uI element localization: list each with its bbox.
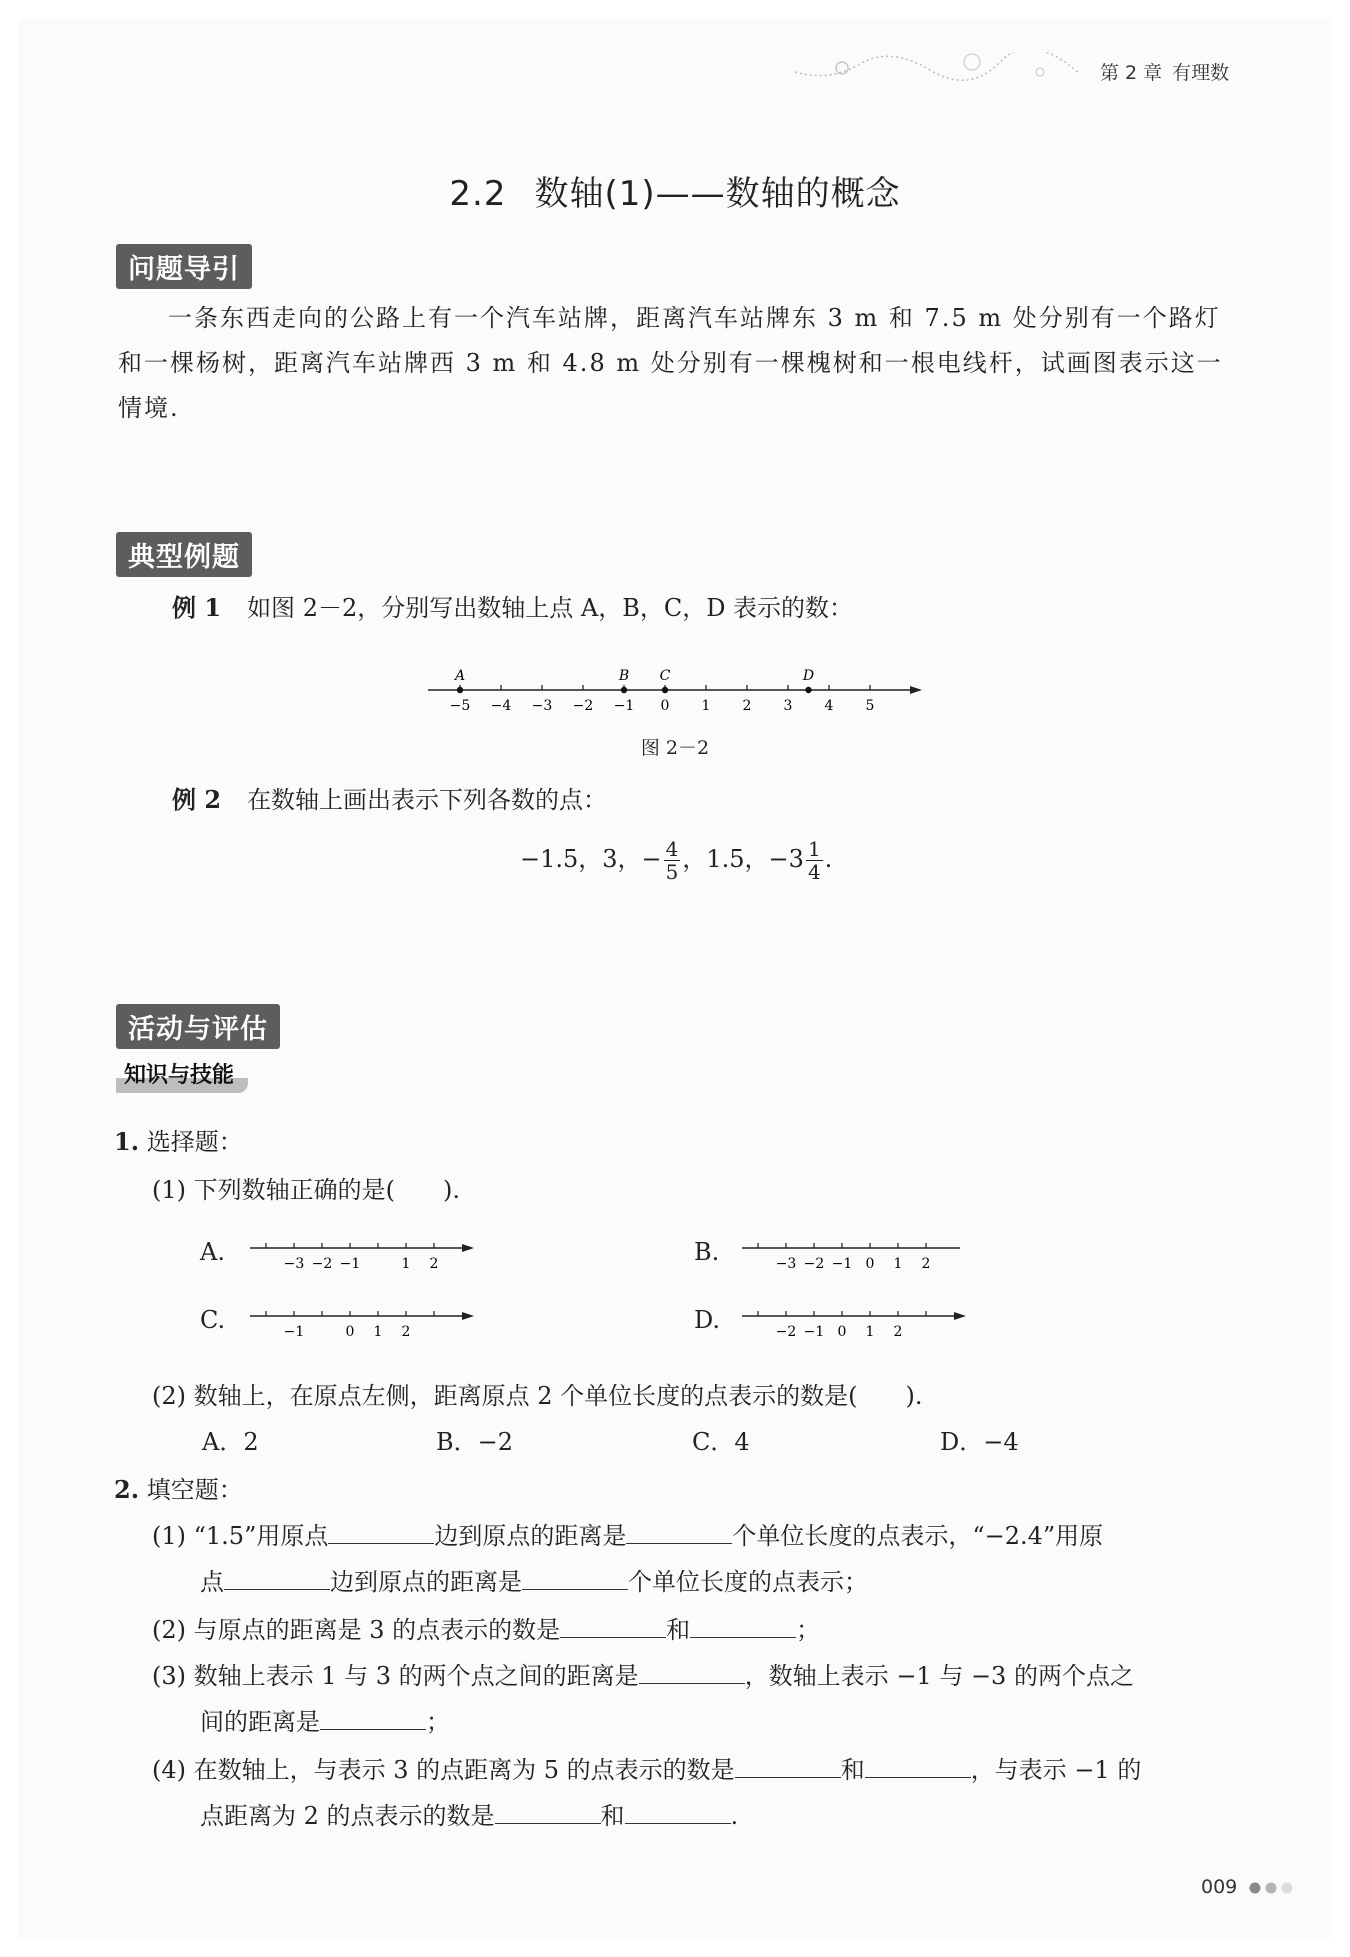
answer-blank[interactable]	[690, 1615, 796, 1638]
fill-line-1	[152, 1516, 1103, 1551]
skills-badge: 知识与技能	[116, 1056, 248, 1093]
tick-label: 0	[865, 1256, 875, 1272]
axis-point	[621, 687, 627, 693]
expr-end: .	[824, 845, 833, 873]
answer-blank[interactable]	[224, 1567, 330, 1590]
example-1	[172, 588, 853, 623]
option-b-letter: B.	[694, 1238, 720, 1266]
section-title-text: 数轴(1)——数轴的概念	[534, 174, 901, 214]
fill-line-2	[200, 1562, 868, 1597]
chapter-number: 第 2 章	[1100, 62, 1163, 84]
text-segment: 间的距离是	[200, 1708, 320, 1736]
fraction-numerator: 1	[807, 837, 821, 861]
answer-blank[interactable]	[865, 1755, 971, 1778]
page-number-text: 009	[1201, 1876, 1238, 1898]
section-title	[0, 166, 1350, 215]
option-a-number-line	[248, 1234, 478, 1274]
text-segment: 边到原点的距离是	[434, 1522, 627, 1550]
choice-d: D．−4	[940, 1428, 1019, 1456]
axis-point	[662, 687, 668, 693]
point-label: C	[659, 668, 671, 684]
tick-label: 4	[824, 698, 834, 714]
tick-label: −3	[775, 1256, 797, 1272]
tick-label: 5	[865, 698, 875, 714]
text-segment: 点距离为 2 的点表示的数是	[200, 1802, 495, 1830]
section-number: 2.2	[449, 174, 507, 214]
point-label: A	[454, 668, 466, 684]
axis-arrow-icon	[462, 1244, 474, 1252]
option-c-number-line	[248, 1302, 478, 1342]
tick-label: −1	[339, 1256, 361, 1272]
point-label: D	[802, 668, 815, 684]
answer-blank[interactable]	[639, 1661, 745, 1684]
example-1-label: 例 1	[172, 593, 222, 622]
activity-badge: 活动与评估	[116, 1004, 280, 1049]
tick-label: 2	[921, 1256, 931, 1272]
figure-caption: 图 2－2	[640, 737, 710, 759]
example-1-number-line	[420, 660, 930, 722]
tick-label: 2	[401, 1324, 411, 1340]
expr-part-b: ，1.5，−3	[682, 845, 804, 873]
tick-label: 1	[401, 1256, 411, 1272]
running-header	[1090, 58, 1229, 85]
fraction-numerator: 4	[665, 837, 679, 861]
intro-badge: 问题导引	[116, 244, 252, 289]
decorative-swirl	[790, 52, 1090, 86]
text-segment: 和	[600, 1802, 625, 1830]
fill-line-6	[152, 1750, 1141, 1785]
tick-label: −4	[490, 698, 512, 714]
tick-label: −2	[572, 698, 594, 714]
text-segment: 个单位长度的点表示；	[628, 1568, 868, 1596]
text-segment: 和	[666, 1616, 691, 1644]
fill-line-3	[152, 1610, 820, 1645]
tick-label: 1	[893, 1256, 903, 1272]
tick-label: −1	[283, 1324, 305, 1340]
fraction-denominator: 5	[665, 860, 679, 884]
fill-line-5	[200, 1702, 450, 1737]
tick-label: 2	[742, 698, 752, 714]
examples-badge: 典型例题	[116, 532, 252, 577]
text-segment: 点	[200, 1568, 224, 1596]
answer-blank[interactable]	[328, 1521, 434, 1544]
text-segment: ，数轴上表示 −1 与 −3 的两个点之	[744, 1662, 1134, 1690]
text-segment: (3) 数轴上表示 1 与 3 的两个点之间的距离是	[152, 1662, 639, 1690]
choice-a: A．2	[202, 1428, 259, 1456]
axis-arrow-icon	[954, 1312, 966, 1320]
text-segment: 和	[840, 1756, 865, 1784]
tick-label: −3	[283, 1256, 305, 1272]
tick-label: 1	[701, 698, 711, 714]
axis-arrow-icon	[462, 1312, 474, 1320]
option-d-letter: D.	[694, 1306, 721, 1334]
tick-label: 2	[429, 1256, 439, 1272]
question-1	[114, 1122, 243, 1157]
fill-line-7	[200, 1796, 738, 1831]
text-segment: ；	[426, 1708, 450, 1736]
text-segment: 边到原点的距离是	[330, 1568, 522, 1596]
point-label: B	[618, 668, 630, 684]
choice-c: C．4	[692, 1428, 750, 1456]
text-segment: (1) “1.5”用原点	[152, 1522, 329, 1550]
option-c-letter: C.	[200, 1306, 226, 1334]
question-1-text: 选择题：	[146, 1128, 243, 1156]
axis-point	[805, 687, 811, 693]
option-d-number-line	[740, 1302, 970, 1342]
choice-b: B．−2	[436, 1428, 514, 1456]
text-segment: (2) 与原点的距离是 3 的点表示的数是	[152, 1616, 561, 1644]
chapter-title: 有理数	[1172, 62, 1230, 84]
page-number	[1201, 1876, 1303, 1898]
tick-label: 0	[345, 1324, 355, 1340]
intro-paragraph: 一条东西走向的公路上有一个汽车站牌，距离汽车站牌东 3 m 和 7.5 m 处分别有一个路灯和一棵杨树，距离汽车站牌西 3 m 和 4.8 m 处分别有一棵槐树和一根电线杆，试画图表示这一情境.	[118, 304, 1223, 422]
tick-label: −1	[803, 1324, 825, 1340]
tick-label: −1	[831, 1256, 853, 1272]
example-2	[172, 780, 607, 815]
tick-label: −2	[803, 1256, 825, 1272]
text-segment: 个单位长度的点表示，“−2.4”用原	[732, 1522, 1104, 1550]
question-2-text: 填空题：	[146, 1476, 243, 1504]
tick-label: −2	[775, 1324, 797, 1340]
tick-label: 3	[783, 698, 793, 714]
answer-blank[interactable]	[560, 1615, 666, 1638]
fraction-denominator: 4	[807, 860, 821, 884]
tick-label: 1	[373, 1324, 383, 1340]
expr-part-a: −1.5，3，−	[520, 845, 662, 873]
page-dots-icon	[1247, 1881, 1303, 1895]
fraction-four-fifths	[664, 838, 681, 883]
answer-blank[interactable]	[735, 1755, 841, 1778]
option-a-letter: A.	[200, 1238, 225, 1266]
question-1-part-2: (2) 数轴上，在原点左侧，距离原点 2 个单位长度的点表示的数是( ).	[152, 1382, 923, 1410]
axis-arrow-icon	[910, 686, 922, 694]
tick-label: 2	[893, 1324, 903, 1340]
example-2-label: 例 2	[172, 785, 222, 814]
tick-label: −3	[531, 698, 553, 714]
answer-blank[interactable]	[522, 1567, 628, 1590]
answer-blank[interactable]	[320, 1707, 426, 1730]
tick-label: 0	[660, 698, 670, 714]
tick-label: −2	[311, 1256, 333, 1272]
example-2-text: 在数轴上画出表示下列各数的点：	[247, 786, 608, 814]
example-1-text: 如图 2－2，分别写出数轴上点 A，B，C，D 表示的数：	[247, 594, 854, 622]
text-segment: .	[730, 1802, 739, 1830]
answer-blank[interactable]	[625, 1801, 731, 1824]
fill-line-4	[152, 1656, 1134, 1691]
axis-point	[457, 687, 463, 693]
tick-label: −1	[613, 698, 635, 714]
text-segment: ，与表示 −1 的	[970, 1756, 1142, 1784]
tick-label: −5	[449, 698, 471, 714]
tick-label: 1	[865, 1324, 875, 1340]
answer-blank[interactable]	[626, 1521, 732, 1544]
option-b-number-line	[740, 1234, 970, 1274]
question-2	[114, 1470, 243, 1505]
answer-blank[interactable]	[495, 1801, 601, 1824]
example-2-numbers	[520, 838, 832, 883]
question-1-part-1: (1) 下列数轴正确的是( ).	[152, 1176, 460, 1204]
text-segment: (4) 在数轴上，与表示 3 的点距离为 5 的点表示的数是	[152, 1756, 735, 1784]
question-1-number: 1.	[114, 1127, 140, 1156]
question-2-number: 2.	[114, 1475, 140, 1504]
tick-label: 0	[837, 1324, 847, 1340]
text-segment: ；	[796, 1616, 821, 1644]
fraction-one-quarter	[806, 838, 823, 883]
